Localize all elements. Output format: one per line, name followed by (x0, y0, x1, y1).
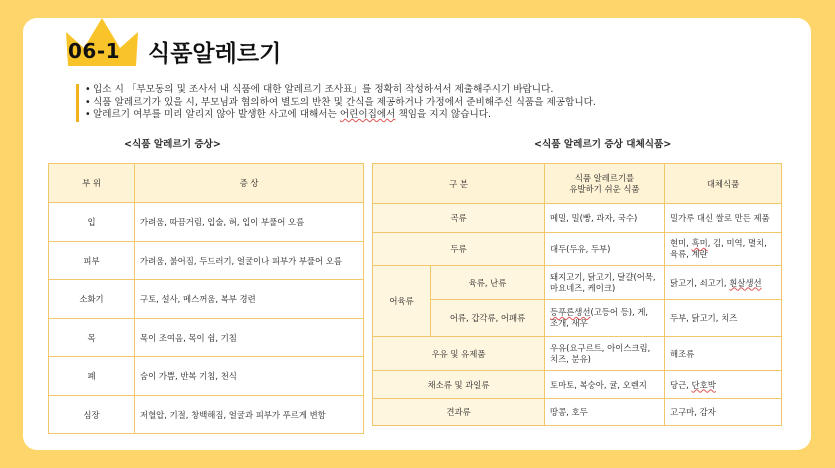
table-row (373, 204, 782, 233)
spellcheck-underline: 어린이집에서 (339, 109, 396, 121)
symptom-cell: 목이 조여옴, 목이 쉼, 기침 (135, 319, 364, 357)
symptom-table (48, 163, 364, 434)
allergen-cell: 토마토, 복숭아, 귤, 오렌지 (545, 371, 665, 399)
table-row (49, 242, 364, 280)
symptom-cell: 구토, 설사, 메스꺼움, 복부 경련 (135, 280, 364, 319)
substitute-cell: 고구마, 감자 (665, 399, 782, 426)
symptom-cell: 저혈압, 기절, 창백해짐, 얼굴과 피부가 푸르게 변함 (135, 396, 364, 434)
table-header-row (373, 164, 782, 204)
table-row (373, 300, 782, 337)
category-cell: 어류, 갑각류, 어패류 (431, 300, 545, 337)
right-table-caption: <식품 알레르기 증상 대체식품> (534, 139, 672, 150)
table-row (373, 399, 782, 426)
notice-item: • 식품 알레르기가 있을 시, 부모님과 협의하여 별도의 반찬 및 간식을 제공하거나 가정에서 준비해주신 식품을 제공합니다. (85, 96, 596, 108)
body-part-cell: 소화기 (49, 280, 135, 319)
column-header: 증 상 (135, 164, 364, 203)
symptom-cell: 숨이 가쁨, 반복 기침, 천식 (135, 357, 364, 396)
notice-list (76, 84, 785, 122)
notice-item: • 알레르기 여부를 미리 알리지 않아 발생한 사고에 대해서는 어린이집에서 책임을 지지 않습니다. (85, 109, 492, 121)
column-header: 구 분 (373, 164, 545, 204)
table-row (49, 319, 364, 357)
substitute-cell: 두부, 닭고기, 치즈 (665, 300, 782, 337)
category-cell: 곡류 (373, 204, 545, 233)
table-row (373, 371, 782, 399)
page-title: 식품알레르기 (148, 41, 282, 67)
table-row (49, 280, 364, 319)
allergen-cell: 우유(요구르트, 아이스크림, 치즈, 분유) (545, 337, 665, 371)
body-part-cell: 목 (49, 319, 135, 357)
table-header-row (49, 164, 364, 203)
category-cell: 견과류 (373, 399, 545, 426)
allergen-cell: 땅콩, 호두 (545, 399, 665, 426)
body-part-cell: 입 (49, 203, 135, 242)
allergen-cell: 돼지고기, 닭고기, 달걀(어묵, 마요네즈, 케이크) (545, 266, 665, 300)
category-cell: 우유 및 유제품 (373, 337, 545, 371)
substitute-cell: 해조류 (665, 337, 782, 371)
table-row (49, 203, 364, 242)
substitute-cell: 밀가루 대신 쌀로 만든 제품 (665, 204, 782, 233)
table-row (49, 357, 364, 396)
substitute-cell: 현미, 흑미, 김, 미역, 멸치, 육류, 계란 (665, 233, 782, 266)
category-cell: 육류, 난류 (431, 266, 545, 300)
table-row (373, 266, 782, 300)
table-row (373, 233, 782, 266)
allergen-cell: 대두(두유, 두부) (545, 233, 665, 266)
body-part-cell: 심장 (49, 396, 135, 434)
allergen-cell: 메밀, 밀(빵, 과자, 국수) (545, 204, 665, 233)
substitute-cell: 닭고기, 쇠고기, 흰살생선 (665, 266, 782, 300)
substitute-cell: 당근, 단호박 (665, 371, 782, 399)
substitute-table (372, 163, 782, 426)
category-cell: 두류 (373, 233, 545, 266)
notice-item: • 입소 시 「부모동의 및 조사서 내 식품에 대한 알레르기 조사표」를 정확히 작성하셔서 제출해주시기 바랍니다. (85, 84, 554, 95)
left-table-caption: <식품 알레르기 증상> (124, 139, 221, 150)
body-part-cell: 피부 (49, 242, 135, 280)
section-number: 06-1 (68, 39, 121, 63)
table-row (49, 396, 364, 434)
symptom-cell: 가려움, 붉어짐, 두드러기, 얼굴이나 피부가 부풀어 오름 (135, 242, 364, 280)
allergen-cell: 등푸른생선(고등어 등), 게, 조개, 새우 (545, 300, 665, 337)
column-header: 대체식품 (665, 164, 782, 204)
column-header: 부 위 (49, 164, 135, 203)
table-row (373, 337, 782, 371)
body-part-cell: 폐 (49, 357, 135, 396)
group-cell: 어육류 (373, 266, 431, 337)
column-header: 식품 알레르기를 유발하기 쉬운 식품 (545, 164, 665, 204)
category-cell: 채소류 및 과일류 (373, 371, 545, 399)
symptom-cell: 가려움, 따끔거림, 입술, 혀, 입이 부풀어 오름 (135, 203, 364, 242)
